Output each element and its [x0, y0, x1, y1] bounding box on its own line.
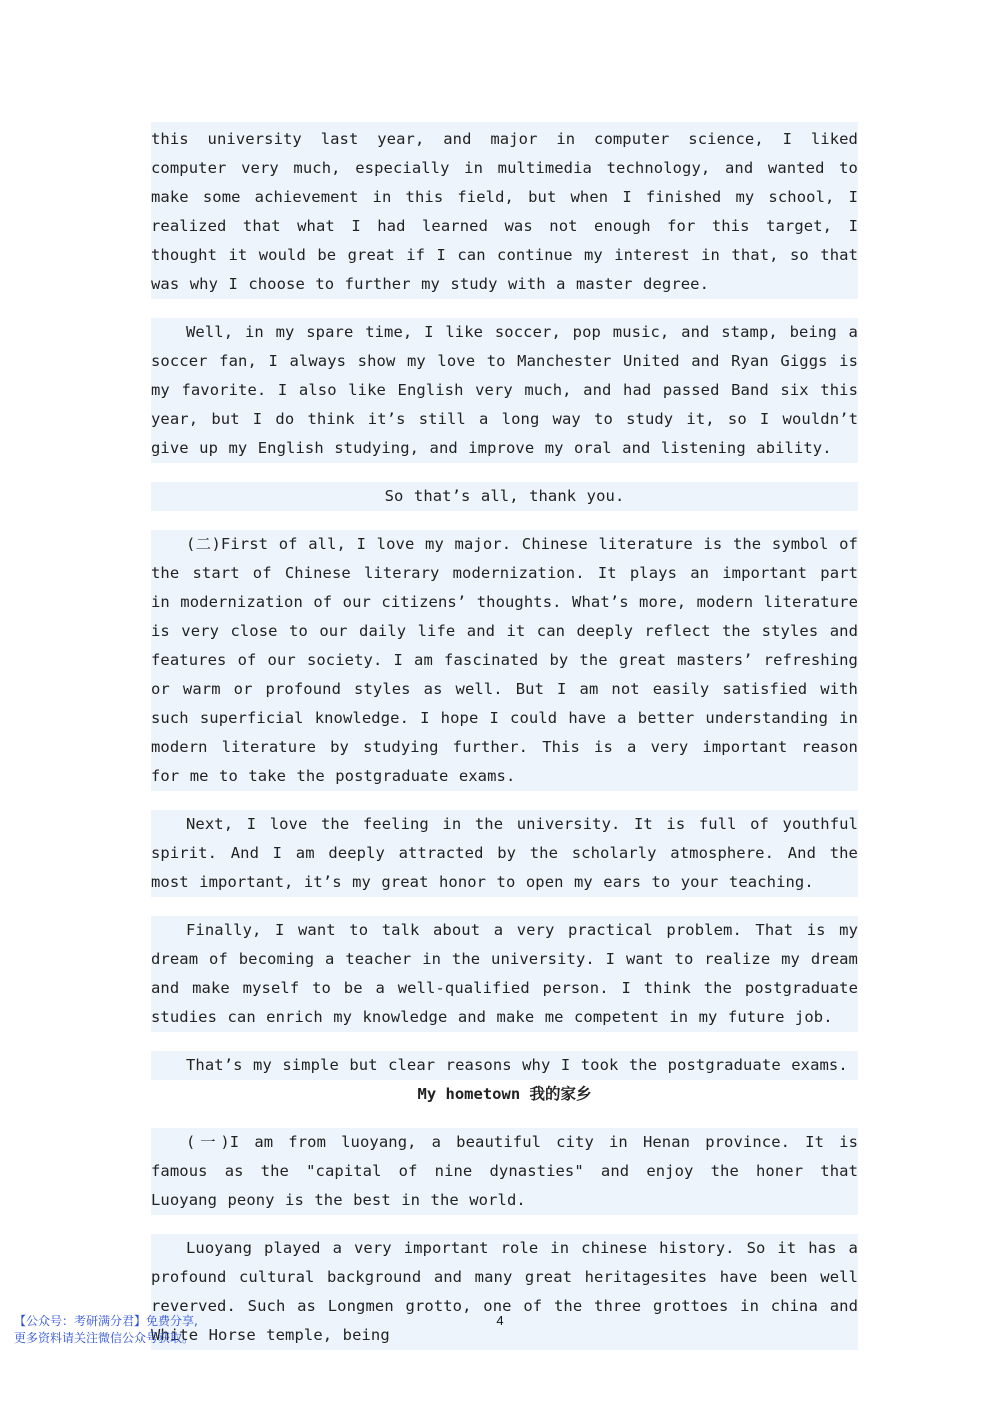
- paragraph-gap: [151, 1032, 858, 1051]
- paragraph-gap: [151, 791, 858, 810]
- paragraph-gap: [151, 1109, 858, 1128]
- paragraph-gap: [151, 897, 858, 916]
- paragraph-hometown-history: Luoyang played a very important role in chinese history. So it has a profound cultural background and many great heritagesites have been well reverved. Such as Longmen grotto, one of the three grottoes in china and White Horse temple, being: [151, 1239, 858, 1344]
- paragraph-gap: [151, 463, 858, 482]
- paragraph-reason-career: Finally, I want to talk about a very practical problem. That is my dream of becoming a teacher in the university. I want to realize my dream and make myself to be a well-qualified person. I think the postgraduate studies can enrich my knowledge and make me competent in my future job.: [151, 921, 858, 1026]
- paragraph-reason-university: Next, I love the feeling in the university. It is full of youthful spirit. And I am deeply attracted by the scholarly atmosphere. And the most important, it’s my great honor to open my ears to your teaching.: [151, 815, 858, 891]
- paragraph-gap: [151, 299, 858, 318]
- paragraph-intro-continued: this university last year, and major in computer science, I liked computer very much, especially in multimedia technology, and wanted to make some achievement in this field, but when I finished my school, I realized that what I had learned was not enough for this target, I thought it would be great if I can continue my interest in that, so that was why I choose to further my study with a master degree.: [151, 130, 858, 293]
- section-heading: My hometown 我的家乡: [151, 1080, 858, 1109]
- footer-note: [14, 1313, 198, 1347]
- page-number: 4: [496, 1313, 504, 1328]
- paragraph-gap: [151, 511, 858, 530]
- footer-note-line: 更多资料请关注微信公众号获取。: [14, 1331, 195, 1345]
- footer-note-line: 【公众号：考研满分君】免费分享,: [14, 1314, 198, 1328]
- paragraph-hometown-intro: (一)I am from luoyang, a beautiful city in Henan province. It is famous as the "capital of nine dynasties" and enjoy the honer that Luoyang peony is the best in the world.: [151, 1133, 858, 1209]
- paragraph-closing: So that’s all, thank you.: [384, 487, 625, 505]
- paragraph-summary: That’s my simple but clear reasons why I took the postgraduate exams.: [186, 1056, 848, 1074]
- paragraph-gap: [151, 1215, 858, 1234]
- document-body: [151, 122, 858, 1350]
- paragraph-reason-major: (二)First of all, I love my major. Chinese literature is the symbol of the start of Chinese literary modernization. It plays an important part in modernization of our citizens’ thoughts. What’s more, modern literature is very close to our daily life and it can deeply reflect the styles and features of our society. I am fascinated by the great masters’ refreshing or warm or profound styles as well. But I am not easily satisfied with such superficial knowledge. I hope I could have a better understanding in modern literature by studying further. This is a very important reason for me to take the postgraduate exams.: [151, 535, 858, 785]
- paragraph-hobbies: Well, in my spare time, I like soccer, pop music, and stamp, being a soccer fan, I always show my love to Manchester United and Ryan Giggs is my favorite. I also like English very much, and had passed Band six this year, but I do think it’s still a long way to study it, so I wouldn’t give up my English studying, and improve my oral and listening ability.: [151, 323, 858, 457]
